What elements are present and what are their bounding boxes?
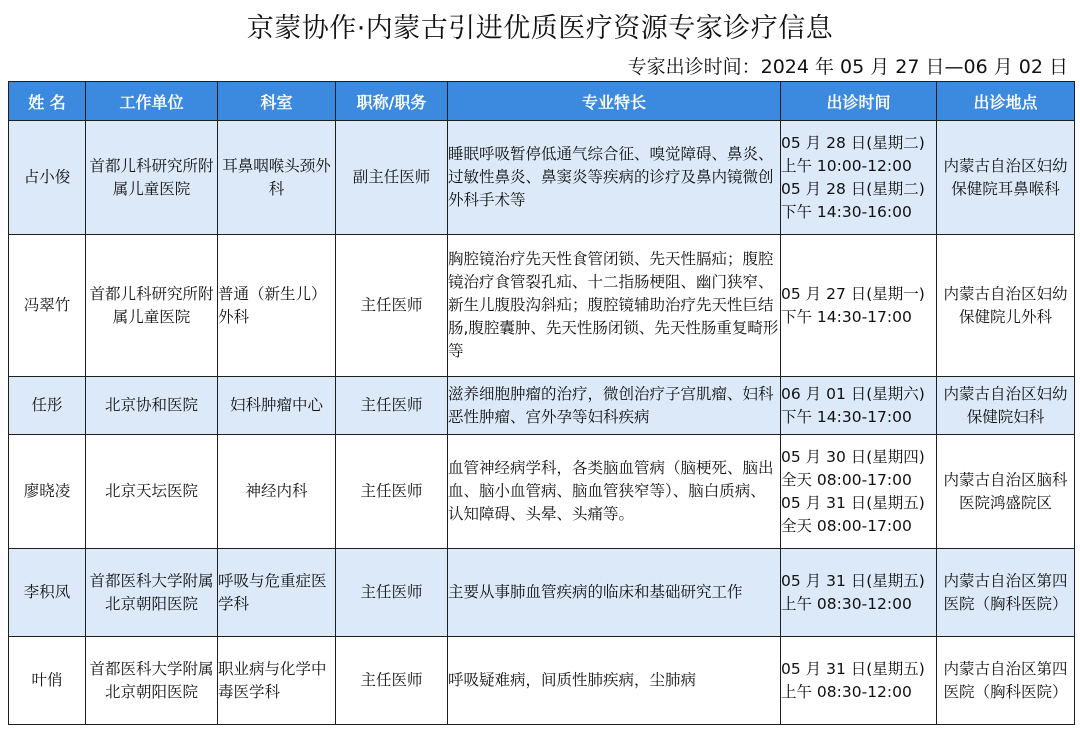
time-line: 05 月 28 日(星期二) bbox=[781, 179, 925, 198]
table-row bbox=[9, 549, 1075, 637]
cell-unit: 北京协和医院 bbox=[86, 377, 218, 435]
table-row bbox=[9, 121, 1075, 235]
cell-clinic-time bbox=[781, 637, 937, 725]
cell-department: 职业病与化学中毒医学科 bbox=[218, 637, 336, 725]
cell-name: 叶俏 bbox=[9, 637, 86, 725]
cell-unit: 北京天坛医院 bbox=[86, 435, 218, 549]
cell-specialty: 主要从事肺血管疾病的临床和基础研究工作 bbox=[448, 549, 781, 637]
table-row bbox=[9, 637, 1075, 725]
clinic-date-range: 专家出诊时间：2024 年 05 月 27 日—06 月 02 日 bbox=[627, 56, 1068, 78]
time-line: 上午 10:00-12:00 bbox=[781, 156, 912, 175]
cell-clinic-time bbox=[781, 121, 937, 235]
cell-location: 内蒙古自治区妇幼保健院耳鼻喉科 bbox=[937, 121, 1075, 235]
time-line: 上午 08:30-12:00 bbox=[781, 682, 912, 701]
time-line: 下午 14:30-17:00 bbox=[781, 407, 912, 426]
column-header-specialty: 专业特长 bbox=[448, 82, 781, 121]
cell-department: 普通（新生儿）外科 bbox=[218, 235, 336, 377]
cell-clinic-time bbox=[781, 235, 937, 377]
time-line: 05 月 27 日(星期一) bbox=[781, 284, 925, 303]
cell-department: 神经内科 bbox=[218, 435, 336, 549]
cell-department: 呼吸与危重症医学科 bbox=[218, 549, 336, 637]
column-header-clinic-location: 出诊地点 bbox=[937, 82, 1075, 121]
column-header-title: 职称/职务 bbox=[336, 82, 448, 121]
cell-title: 主任医师 bbox=[336, 235, 448, 377]
cell-specialty: 呼吸疑难病，间质性肺疾病，尘肺病 bbox=[448, 637, 781, 725]
table-row bbox=[9, 377, 1075, 435]
cell-unit: 首都医科大学附属北京朝阳医院 bbox=[86, 549, 218, 637]
cell-title: 主任医师 bbox=[336, 377, 448, 435]
column-header-clinic-time: 出诊时间 bbox=[781, 82, 937, 121]
cell-name: 占小俊 bbox=[9, 121, 86, 235]
cell-location: 内蒙古自治区妇幼保健院儿外科 bbox=[937, 235, 1075, 377]
cell-title: 副主任医师 bbox=[336, 121, 448, 235]
time-line: 全天 08:00-17:00 bbox=[781, 516, 912, 535]
cell-clinic-time bbox=[781, 435, 937, 549]
cell-title: 主任医师 bbox=[336, 549, 448, 637]
time-line: 05 月 28 日(星期二) bbox=[781, 133, 925, 152]
cell-location: 内蒙古自治区妇幼保健院妇科 bbox=[937, 377, 1075, 435]
cell-clinic-time bbox=[781, 549, 937, 637]
time-line: 05 月 31 日(星期五) bbox=[781, 493, 925, 512]
time-line: 上午 08:30-12:00 bbox=[781, 594, 912, 613]
cell-name: 李积凤 bbox=[9, 549, 86, 637]
table-header-row bbox=[9, 82, 1075, 121]
page-title: 京蒙协作·内蒙古引进优质医疗资源专家诊疗信息 bbox=[246, 13, 834, 44]
cell-department: 妇科肿瘤中心 bbox=[218, 377, 336, 435]
cell-unit: 首都儿科研究所附属儿童医院 bbox=[86, 235, 218, 377]
cell-department: 耳鼻咽喉头颈外科 bbox=[218, 121, 336, 235]
time-line: 05 月 30 日(星期四) bbox=[781, 447, 925, 466]
cell-location: 内蒙古自治区脑科医院鸿盛院区 bbox=[937, 435, 1075, 549]
cell-specialty: 滋养细胞肿瘤的治疗，微创治疗子宫肌瘤、妇科恶性肿瘤、宫外孕等妇科疾病 bbox=[448, 377, 781, 435]
column-header-unit: 工作单位 bbox=[86, 82, 218, 121]
cell-unit: 首都医科大学附属北京朝阳医院 bbox=[86, 637, 218, 725]
table-row bbox=[9, 435, 1075, 549]
cell-specialty: 胸腔镜治疗先天性食管闭锁、先天性膈疝；腹腔镜治疗食管裂孔疝、十二指肠梗阻、幽门狭窄、新生儿腹股沟斜疝；腹腔镜辅助治疗先天性巨结肠,腹腔囊肿、先天性肠闭锁、先天性肠重复畸形等 bbox=[448, 235, 781, 377]
cell-title: 主任医师 bbox=[336, 637, 448, 725]
cell-name: 任彤 bbox=[9, 377, 86, 435]
time-line: 05 月 31 日(星期五) bbox=[781, 659, 925, 678]
cell-specialty: 睡眠呼吸暂停低通气综合征、嗅觉障碍、鼻炎、过敏性鼻炎、鼻窦炎等疾病的诊疗及鼻内镜微创外科手术等 bbox=[448, 121, 781, 235]
cell-title: 主任医师 bbox=[336, 435, 448, 549]
expert-schedule-table bbox=[8, 81, 1075, 725]
time-line: 下午 14:30-17:00 bbox=[781, 307, 912, 326]
time-line: 06 月 01 日(星期六) bbox=[781, 384, 925, 403]
cell-name: 廖晓凌 bbox=[9, 435, 86, 549]
cell-unit: 首都儿科研究所附属儿童医院 bbox=[86, 121, 218, 235]
cell-location: 内蒙古自治区第四医院（胸科医院） bbox=[937, 637, 1075, 725]
time-line: 下午 14:30-16:00 bbox=[781, 202, 912, 221]
column-header-department: 科室 bbox=[218, 82, 336, 121]
cell-location: 内蒙古自治区第四医院（胸科医院） bbox=[937, 549, 1075, 637]
cell-name: 冯翠竹 bbox=[9, 235, 86, 377]
table-row bbox=[9, 235, 1075, 377]
column-header-name: 姓 名 bbox=[9, 82, 86, 121]
cell-specialty: 血管神经病学科，各类脑血管病（脑梗死、脑出血、脑小血管病、脑血管狭窄等）、脑白质病、认知障碍、头晕、头痛等。 bbox=[448, 435, 781, 549]
cell-clinic-time bbox=[781, 377, 937, 435]
time-line: 全天 08:00-17:00 bbox=[781, 470, 912, 489]
time-line: 05 月 31 日(星期五) bbox=[781, 571, 925, 590]
